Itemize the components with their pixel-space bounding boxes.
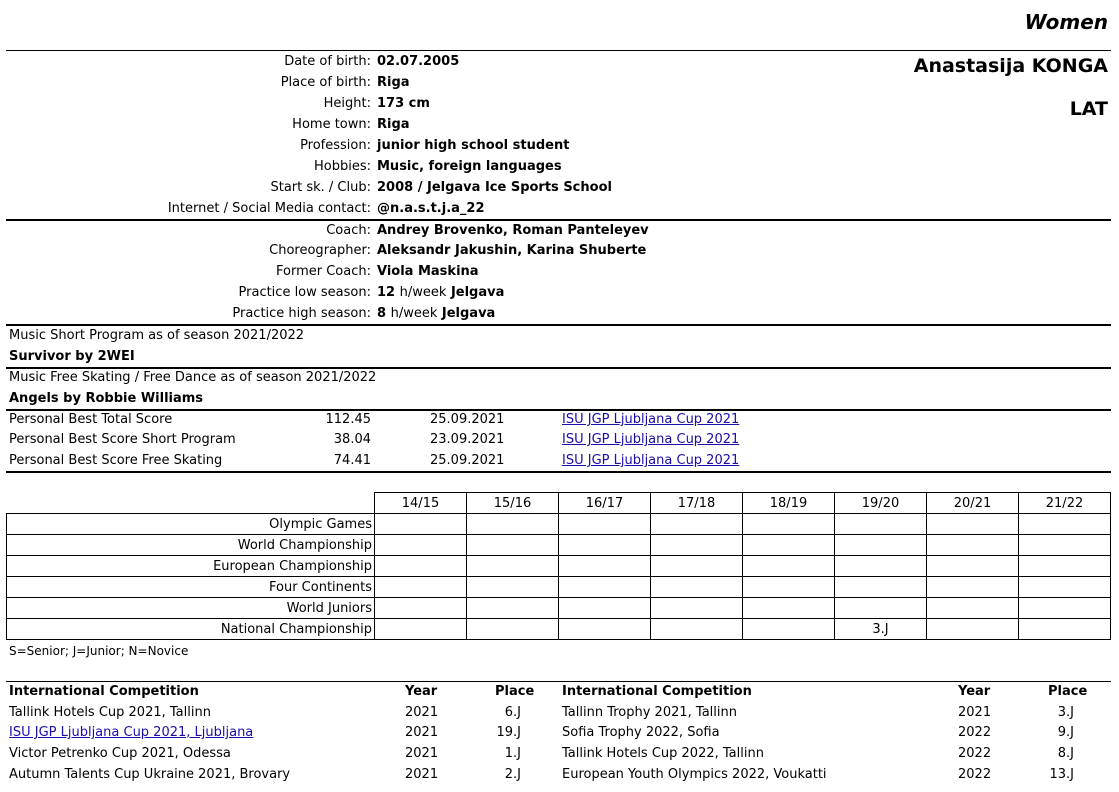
pb-date: 25.09.2021 <box>430 453 505 468</box>
competition-name: Sofia Trophy 2022, Sofia <box>562 725 720 740</box>
result-cell <box>835 514 927 535</box>
result-cell <box>375 556 467 577</box>
competition-name: European Youth Olympics 2022, Voukatti <box>562 767 827 782</box>
table-row <box>7 556 1111 577</box>
competition-name: Tallinn Trophy 2021, Tallinn <box>562 705 737 720</box>
result-cell <box>927 514 1019 535</box>
result-cell <box>927 577 1019 598</box>
practice-high-label: Practice high season: <box>232 306 371 321</box>
competition-year: 2021 <box>958 705 992 720</box>
result-cell <box>651 577 743 598</box>
music-free-label: Music Free Skating / Free Dance as of season 2021/2022 <box>9 370 377 385</box>
result-cell <box>743 514 835 535</box>
bio-label: Home town: <box>292 117 371 132</box>
championship-name: European Championship <box>7 556 375 577</box>
result-cell <box>559 598 651 619</box>
pb-event-link[interactable]: ISU JGP Ljubljana Cup 2021 <box>562 412 740 427</box>
competition-place: 19.J <box>496 725 521 740</box>
pb-date: 25.09.2021 <box>430 412 505 427</box>
music-free-title: Angels by Robbie Williams <box>9 391 204 406</box>
divider <box>6 50 1111 51</box>
intl-header-place: Place <box>495 684 535 699</box>
result-cell: 3.J <box>835 619 927 640</box>
divider <box>6 471 1111 473</box>
competition-place: 6.J <box>504 705 521 720</box>
practice-place: Jelgava <box>450 285 505 300</box>
result-cell <box>835 577 927 598</box>
pb-label: Personal Best Score Free Skating <box>9 453 223 468</box>
competition-place: 8.J <box>1057 746 1074 761</box>
place-of-birth: Riga <box>377 75 410 90</box>
height: 173 cm <box>377 96 430 111</box>
season-header-row <box>7 493 1111 514</box>
competition-name: Victor Petrenko Cup 2021, Odessa <box>9 746 231 761</box>
competition-year: 2021 <box>405 767 439 782</box>
result-cell <box>559 514 651 535</box>
championship-name: Olympic Games <box>7 514 375 535</box>
pb-label: Personal Best Total Score <box>9 412 173 427</box>
competition-link[interactable]: ISU JGP Ljubljana Cup 2021, Ljubljana <box>9 725 254 740</box>
header-blank <box>7 493 375 514</box>
practice-low <box>377 283 504 303</box>
category-title: Women <box>1024 10 1108 34</box>
practice-high <box>377 304 495 324</box>
championship-table <box>6 492 1111 640</box>
pb-score: 112.45 <box>325 412 371 427</box>
championship-name: World Championship <box>7 535 375 556</box>
pb-event-link[interactable]: ISU JGP Ljubljana Cup 2021 <box>562 453 740 468</box>
result-cell <box>467 598 559 619</box>
result-cell <box>743 535 835 556</box>
competition-year: 2021 <box>405 725 439 740</box>
result-cell <box>1019 556 1111 577</box>
result-cell <box>743 556 835 577</box>
table-row <box>7 577 1111 598</box>
result-cell <box>559 556 651 577</box>
hobbies: Music, foreign languages <box>377 159 562 174</box>
result-cell <box>651 514 743 535</box>
result-cell <box>835 598 927 619</box>
result-cell <box>927 619 1019 640</box>
result-cell <box>1019 577 1111 598</box>
result-cell <box>651 535 743 556</box>
result-cell <box>1019 535 1111 556</box>
season-header: 14/15 <box>375 493 467 514</box>
season-header: 20/21 <box>927 493 1019 514</box>
result-cell <box>467 619 559 640</box>
competition-name: Tallink Hotels Cup 2022, Tallinn <box>562 746 764 761</box>
social-contact: @n.a.s.t.j.a_22 <box>377 201 485 216</box>
result-cell <box>1019 598 1111 619</box>
bio-label: Date of birth: <box>284 54 371 69</box>
competition-name: Tallink Hotels Cup 2021, Tallinn <box>9 705 211 720</box>
result-cell <box>651 556 743 577</box>
bio-label: Place of birth: <box>280 75 371 90</box>
result-cell <box>1019 514 1111 535</box>
competition-place: 2.J <box>504 767 521 782</box>
bio-label: Hobbies: <box>314 159 371 174</box>
season-header: 19/20 <box>835 493 927 514</box>
table-row <box>7 535 1111 556</box>
championship-name: Four Continents <box>7 577 375 598</box>
bio-label: Profession: <box>300 138 371 153</box>
pb-score: 74.41 <box>333 453 371 468</box>
competition-place: 1.J <box>504 746 521 761</box>
result-cell <box>835 535 927 556</box>
bio-label: Height: <box>323 96 371 111</box>
competition-year: 2022 <box>958 767 992 782</box>
pb-event-link[interactable]: ISU JGP Ljubljana Cup 2021 <box>562 432 740 447</box>
nation-code: LAT <box>1069 98 1108 120</box>
result-cell <box>375 535 467 556</box>
championship-name: World Juniors <box>7 598 375 619</box>
intl-header-year: Year <box>405 684 438 699</box>
season-header: 16/17 <box>559 493 651 514</box>
season-header: 18/19 <box>743 493 835 514</box>
result-cell <box>651 619 743 640</box>
competition-place: 9.J <box>1057 725 1074 740</box>
table-row <box>7 514 1111 535</box>
result-cell <box>375 514 467 535</box>
result-cell <box>375 619 467 640</box>
choreographer: Aleksandr Jakushin, Karina Shuberte <box>377 243 647 258</box>
result-cell <box>927 598 1019 619</box>
music-short-title: Survivor by 2WEI <box>9 349 135 364</box>
start-club: 2008 / Jelgava Ice Sports School <box>377 180 612 195</box>
bio-label: Start sk. / Club: <box>270 180 371 195</box>
competition-year: 2022 <box>958 746 992 761</box>
home-town: Riga <box>377 117 410 132</box>
practice-hours: 8 <box>377 306 387 321</box>
coach: Andrey Brovenko, Roman Panteleyev <box>377 223 649 238</box>
result-cell <box>375 598 467 619</box>
pb-date: 23.09.2021 <box>430 432 505 447</box>
competition-place: 13.J <box>1049 767 1074 782</box>
competition-place: 3.J <box>1057 705 1074 720</box>
result-cell <box>927 535 1019 556</box>
athlete-name: Anastasija KONGA <box>913 55 1108 77</box>
competition-year: 2021 <box>405 746 439 761</box>
season-header: 15/16 <box>467 493 559 514</box>
pb-score: 38.04 <box>333 432 371 447</box>
result-cell <box>743 577 835 598</box>
practice-low-label: Practice low season: <box>238 285 371 300</box>
result-cell <box>743 619 835 640</box>
result-cell <box>375 577 467 598</box>
result-cell <box>467 556 559 577</box>
choreographer-label: Choreographer: <box>269 243 371 258</box>
bio-label: Internet / Social Media contact: <box>167 201 371 216</box>
intl-header-competition: International Competition <box>9 684 199 699</box>
practice-unit: h/week <box>399 285 447 300</box>
music-short-label: Music Short Program as of season 2021/2022 <box>9 328 305 343</box>
result-cell <box>1019 619 1111 640</box>
practice-place: Jelgava <box>441 306 496 321</box>
competition-year: 2022 <box>958 725 992 740</box>
result-cell <box>559 619 651 640</box>
result-cell <box>651 598 743 619</box>
result-cell <box>467 577 559 598</box>
intl-header-competition: International Competition <box>562 684 752 699</box>
result-cell <box>743 598 835 619</box>
season-header: 17/18 <box>651 493 743 514</box>
coach-label: Coach: <box>326 223 371 238</box>
former-coach-label: Former Coach: <box>276 264 371 279</box>
table-row <box>7 619 1111 640</box>
former-coach: Viola Maskina <box>377 264 479 279</box>
practice-unit: h/week <box>390 306 438 321</box>
competition-name: Autumn Talents Cup Ukraine 2021, Brovary <box>9 767 291 782</box>
intl-header-place: Place <box>1048 684 1088 699</box>
result-cell <box>927 556 1019 577</box>
result-cell <box>559 535 651 556</box>
level-legend: S=Senior; J=Junior; N=Novice <box>9 644 189 658</box>
championship-name: National Championship <box>7 619 375 640</box>
practice-hours: 12 <box>377 285 396 300</box>
intl-header-year: Year <box>958 684 991 699</box>
date-of-birth: 02.07.2005 <box>377 54 460 69</box>
season-header: 21/22 <box>1019 493 1111 514</box>
result-cell <box>467 535 559 556</box>
competition-year: 2021 <box>405 705 439 720</box>
result-cell <box>559 577 651 598</box>
result-cell <box>835 556 927 577</box>
result-cell <box>467 514 559 535</box>
pb-label: Personal Best Score Short Program <box>9 432 236 447</box>
profession: junior high school student <box>377 138 570 153</box>
table-row <box>7 598 1111 619</box>
